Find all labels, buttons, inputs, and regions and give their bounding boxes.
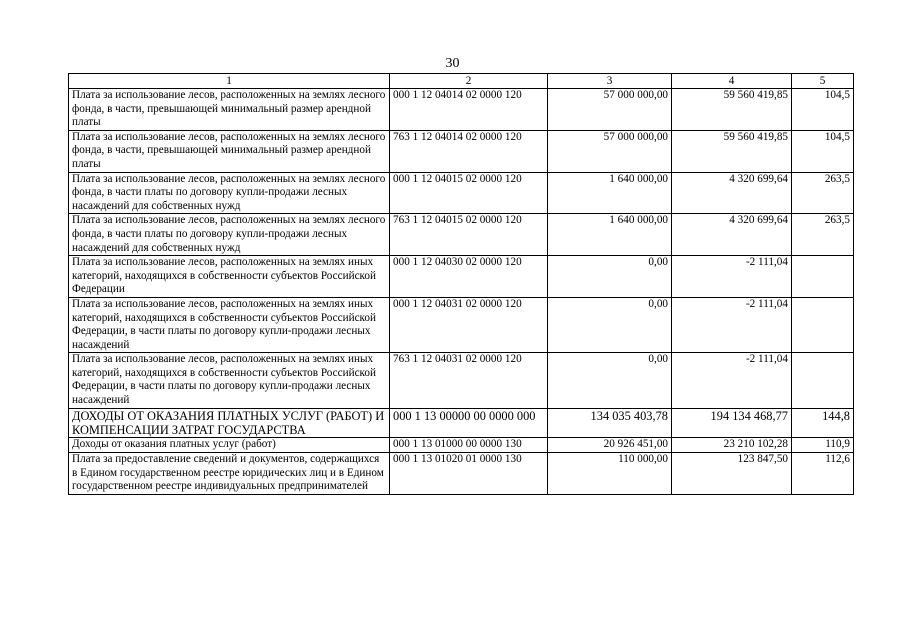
row-percent-cell	[792, 353, 854, 408]
table-row	[69, 353, 854, 408]
row-plan-cell: 0,00	[548, 353, 672, 408]
row-fact-cell: 4 320 699,64	[672, 172, 792, 214]
row-percent-cell: 112,6	[792, 453, 854, 495]
row-plan-cell: 1 640 000,00	[548, 214, 672, 256]
budget-revenue-table	[68, 73, 854, 495]
row-percent-cell: 263,5	[792, 214, 854, 256]
table-row	[69, 297, 854, 352]
row-percent-cell: 104,5	[792, 130, 854, 172]
column-header: 3	[548, 74, 672, 89]
row-plan-cell: 20 926 451,00	[548, 438, 672, 453]
column-header: 2	[390, 74, 548, 89]
table-row	[69, 172, 854, 214]
column-header: 4	[672, 74, 792, 89]
table-row	[69, 214, 854, 256]
row-plan-cell: 1 640 000,00	[548, 172, 672, 214]
row-code-cell: 763 1 12 04031 02 0000 120	[390, 353, 548, 408]
row-code-cell: 000 1 13 01020 01 0000 130	[390, 453, 548, 495]
table-row	[69, 453, 854, 495]
row-percent-cell: 110,9	[792, 438, 854, 453]
row-code-cell: 763 1 12 04014 02 0000 120	[390, 130, 548, 172]
table-row	[69, 256, 854, 298]
row-fact-cell: 194 134 468,77	[672, 408, 792, 438]
table-row	[69, 130, 854, 172]
table-row	[69, 408, 854, 438]
row-code-cell: 000 1 12 04030 02 0000 120	[390, 256, 548, 298]
column-header: 1	[69, 74, 390, 89]
row-name-cell: Доходы от оказания платных услуг (работ)	[69, 438, 390, 453]
table-row	[69, 89, 854, 131]
row-code-cell: 000 1 12 04031 02 0000 120	[390, 297, 548, 352]
column-header: 5	[792, 74, 854, 89]
row-code-cell: 000 1 13 01000 00 0000 130	[390, 438, 548, 453]
row-code-cell: 000 1 12 04015 02 0000 120	[390, 172, 548, 214]
row-fact-cell: 59 560 419,85	[672, 89, 792, 131]
row-plan-cell: 134 035 403,78	[548, 408, 672, 438]
row-code-cell: 000 1 12 04014 02 0000 120	[390, 89, 548, 131]
row-fact-cell: 4 320 699,64	[672, 214, 792, 256]
row-name-cell: Плата за использование лесов, расположенных на землях лесного фонда, в части, превышающей минимальный размер арендной платы	[69, 130, 390, 172]
row-code-cell: 000 1 13 00000 00 0000 000	[390, 408, 548, 438]
row-name-cell: ДОХОДЫ ОТ ОКАЗАНИЯ ПЛАТНЫХ УСЛУГ (РАБОТ) И КОМПЕНСАЦИИ ЗАТРАТ ГОСУДАРСТВА	[69, 408, 390, 438]
row-name-cell: Плата за использование лесов, расположенных на землях лесного фонда, в части платы по договору купли-продажи лесных насаждений для собственных нужд	[69, 172, 390, 214]
row-plan-cell: 0,00	[548, 256, 672, 298]
row-name-cell: Плата за использование лесов, расположенных на землях иных категорий, находящихся в собственности субъектов Российской Федерации	[69, 256, 390, 298]
row-plan-cell: 110 000,00	[548, 453, 672, 495]
row-fact-cell: -2 111,04	[672, 353, 792, 408]
row-plan-cell: 0,00	[548, 297, 672, 352]
row-fact-cell: 23 210 102,28	[672, 438, 792, 453]
table-header-row	[69, 74, 854, 89]
row-name-cell: Плата за использование лесов, расположенных на землях лесного фонда, в части платы по договору купли-продажи лесных насаждений для собственных нужд	[69, 214, 390, 256]
row-percent-cell: 263,5	[792, 172, 854, 214]
row-name-cell: Плата за использование лесов, расположенных на землях лесного фонда, в части, превышающей минимальный размер арендной платы	[69, 89, 390, 131]
row-percent-cell: 104,5	[792, 89, 854, 131]
row-name-cell: Плата за предоставление сведений и документов, содержащихся в Едином государственном реестре юридических лиц и в Едином государственном реестре индивидуальных предпринимателей	[69, 453, 390, 495]
row-fact-cell: -2 111,04	[672, 256, 792, 298]
row-plan-cell: 57 000 000,00	[548, 130, 672, 172]
row-fact-cell: 123 847,50	[672, 453, 792, 495]
table-row	[69, 438, 854, 453]
row-plan-cell: 57 000 000,00	[548, 89, 672, 131]
row-name-cell: Плата за использование лесов, расположенных на землях иных категорий, находящихся в собственности субъектов Российской Федерации, в части платы по договору купли-продажи лесных насаждений	[69, 353, 390, 408]
row-fact-cell: -2 111,04	[672, 297, 792, 352]
row-fact-cell: 59 560 419,85	[672, 130, 792, 172]
row-percent-cell	[792, 256, 854, 298]
row-name-cell: Плата за использование лесов, расположенных на землях иных категорий, находящихся в собственности субъектов Российской Федерации, в части платы по договору купли-продажи лесных насаждений	[69, 297, 390, 352]
row-percent-cell	[792, 297, 854, 352]
page-number: 30	[445, 56, 460, 71]
row-code-cell: 763 1 12 04015 02 0000 120	[390, 214, 548, 256]
row-percent-cell: 144,8	[792, 408, 854, 438]
